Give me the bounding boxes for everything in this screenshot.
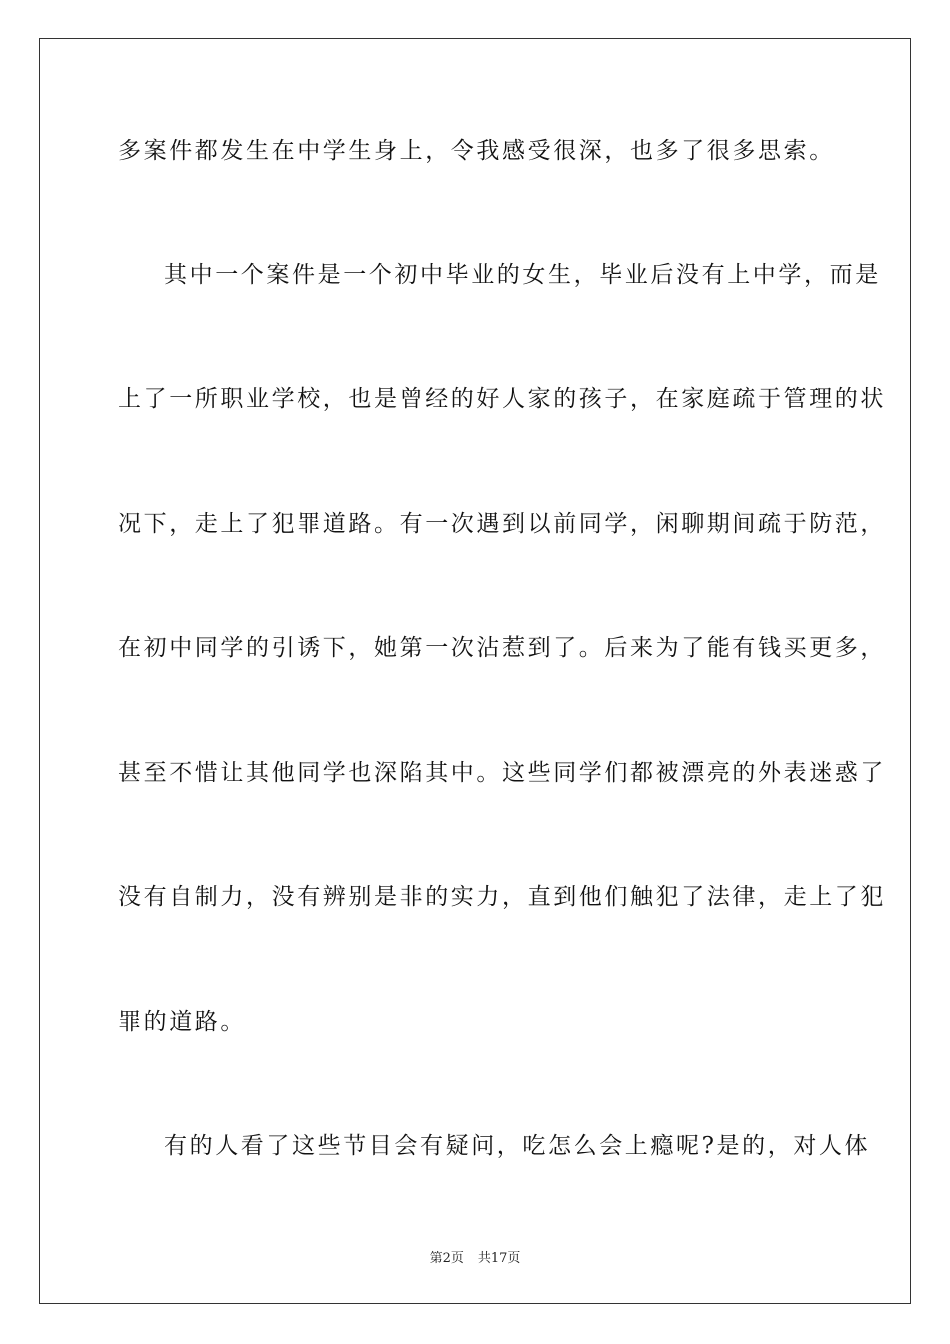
text-line-4: 况下，走上了犯罪道路。有一次遇到以前同学，闲聊期间疏于防范， xyxy=(118,511,886,537)
text-line-5: 在初中同学的引诱下，她第一次沾惹到了。后来为了能有钱买更多， xyxy=(118,635,886,661)
text-line-1: 多案件都发生在中学生身上，令我感受很深，也多了很多思索。 xyxy=(118,138,835,164)
page-frame xyxy=(39,38,911,1304)
page-total: 共17页 xyxy=(477,1251,521,1266)
page-number: 第2页 xyxy=(429,1251,464,1266)
text-line-2: 其中一个案件是一个初中毕业的女生，毕业后没有上中学，而是 xyxy=(164,262,881,288)
text-line-6: 甚至不惜让其他同学也深陷其中。这些同学们都被漂亮的外表迷惑了 xyxy=(118,760,886,786)
text-line-8: 罪的道路。 xyxy=(118,1009,246,1035)
text-line-7: 没有自制力，没有辨别是非的实力，直到他们触犯了法律，走上了犯 xyxy=(118,884,886,910)
text-line-9: 有的人看了这些节目会有疑问，吃怎么会上瘾呢?是的，对人体 xyxy=(164,1133,871,1159)
page-footer xyxy=(0,1247,950,1266)
text-line-3: 上了一所职业学校，也是曾经的好人家的孩子，在家庭疏于管理的状 xyxy=(118,386,886,412)
